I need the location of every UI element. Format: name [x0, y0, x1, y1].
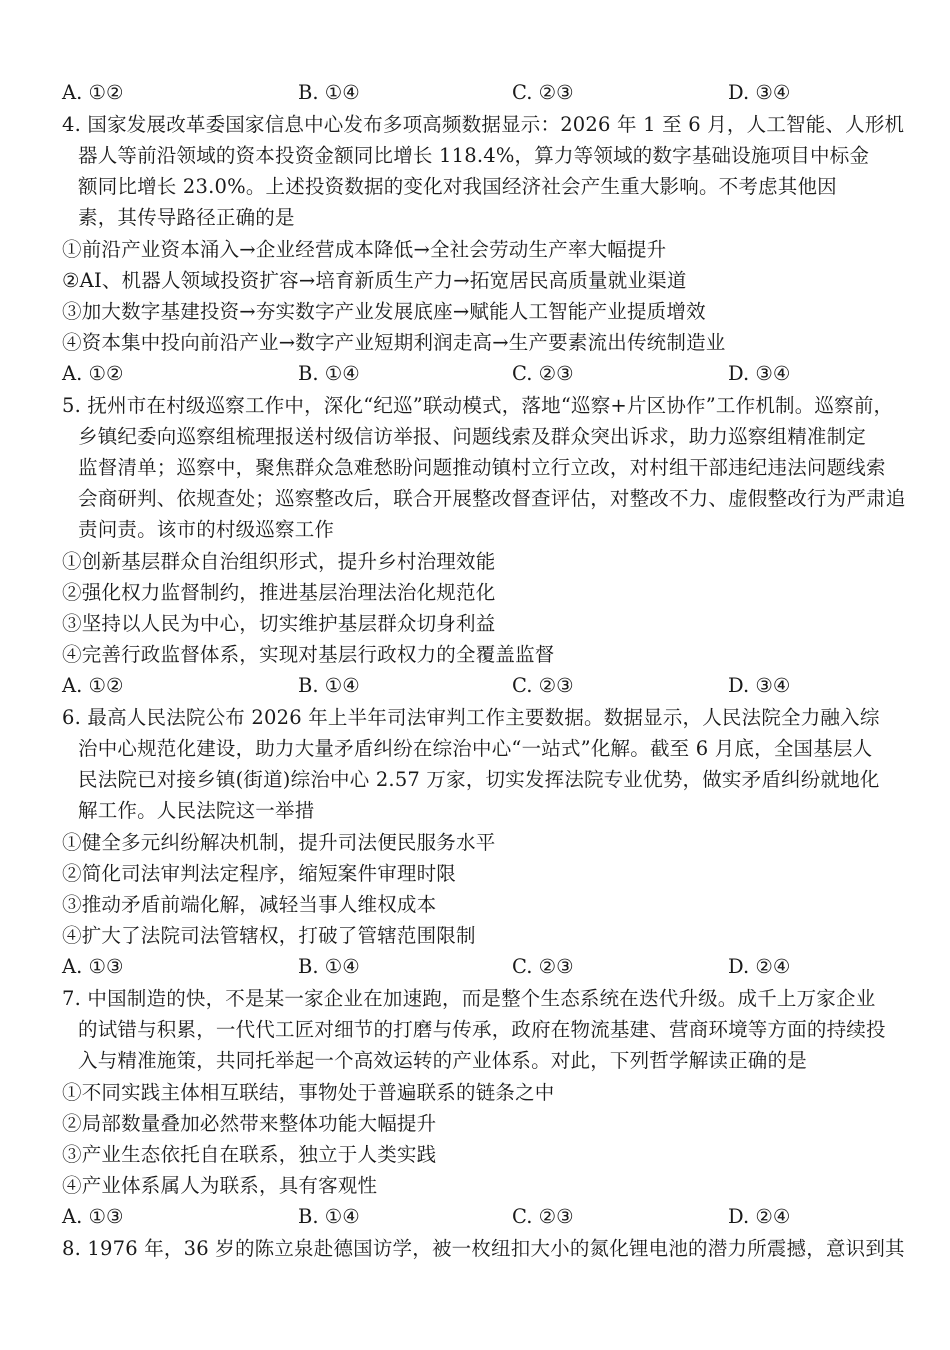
q4-stem-line: 额同比增长 23.0%。上述投资数据的变化对我国经济社会产生重大影响。不考虑其他因	[78, 175, 837, 198]
q3-option-d: D. ③④	[728, 81, 791, 104]
q7-stem-line: 的试错与积累，一代代工匠对细节的打磨与传承，政府在物流基建、营商环境等方面的持续投	[78, 1018, 886, 1041]
q7-option-b: B. ①④	[298, 1205, 360, 1228]
q5-item-4: ④完善行政监督体系，实现对基层行政权力的全覆盖监督	[62, 643, 555, 666]
q5-stem-line: 会商研判、依规查处；巡察整改后，联合开展整改督查评估，对整改不力、虚假整改行为严肃追	[78, 487, 906, 510]
q5-stem-line: 5. 抚州市在村级巡察工作中，深化“纪巡”联动模式，落地“巡察+片区协作”工作机制。巡察前，	[62, 394, 894, 417]
q4-item-2: ②AI、机器人领域投资扩容→培育新质生产力→拓宽居民高质量就业渠道	[62, 269, 687, 292]
q6-option-d: D. ②④	[728, 955, 791, 978]
q4-option-c: C. ②③	[512, 362, 574, 385]
q4-option-b: B. ①④	[298, 362, 360, 385]
q5-item-2: ②强化权力监督制约，推进基层治理法治化规范化	[62, 581, 496, 604]
q4-stem-line: 素，其传导路径正确的是	[78, 206, 295, 229]
q4-option-d: D. ③④	[728, 362, 791, 385]
q6-item-2: ②简化司法审判法定程序，缩短案件审理时限	[62, 862, 457, 885]
q7-option-c: C. ②③	[512, 1205, 574, 1228]
q8-stem-line: 8. 1976 年，36 岁的陈立泉赴德国访学，被一枚纽扣大小的氮化锂电池的潜力所震撼，意识到其	[62, 1237, 905, 1260]
q6-stem-line: 6. 最高人民法院公布 2026 年上半年司法审判工作主要数据。数据显示，人民法院全力融入综	[62, 706, 880, 729]
q5-option-a: A. ①②	[62, 674, 124, 697]
q5-stem-line: 乡镇纪委向巡察组梳理报送村级信访举报、问题线索及群众突出诉求，助力巡察组精准制定	[78, 425, 867, 448]
q7-item-3: ③产业生态依托自在联系，独立于人类实践	[62, 1143, 437, 1166]
q4-item-3: ③加大数字基建投资→夯实数字产业发展底座→赋能人工智能产业提质增效	[62, 300, 706, 323]
q6-stem-line: 解工作。人民法院这一举措	[78, 799, 315, 822]
q4-item-4: ④资本集中投向前沿产业→数字产业短期利润走高→生产要素流出传统制造业	[62, 331, 726, 354]
q6-stem-line: 民法院已对接乡镇(街道)综治中心 2.57 万家，切实发挥法院专业优势，做实矛盾纠纷就地化	[78, 768, 880, 791]
q7-item-1: ①不同实践主体相互联结，事物处于普遍联系的链条之中	[62, 1081, 555, 1104]
q4-item-1: ①前沿产业资本涌入→企业经营成本降低→全社会劳动生产率大幅提升	[62, 238, 667, 261]
q6-option-a: A. ①③	[62, 955, 124, 978]
q3-option-b: B. ①④	[298, 81, 360, 104]
q7-stem-line: 入与精准施策，共同托举起一个高效运转的产业体系。对此，下列哲学解读正确的是	[78, 1049, 807, 1072]
q5-item-3: ③坚持以人民为中心，切实维护基层群众切身利益	[62, 612, 496, 635]
q3-option-a: A. ①②	[62, 81, 124, 104]
q6-item-1: ①健全多元纠纷解决机制，提升司法便民服务水平	[62, 831, 496, 854]
q4-option-a: A. ①②	[62, 362, 124, 385]
q6-option-c: C. ②③	[512, 955, 574, 978]
q6-item-4: ④扩大了法院司法管辖权，打破了管辖范围限制	[62, 924, 476, 947]
q5-item-1: ①创新基层群众自治组织形式，提升乡村治理效能	[62, 550, 496, 573]
q7-option-a: A. ①③	[62, 1205, 124, 1228]
q7-item-2: ②局部数量叠加必然带来整体功能大幅提升	[62, 1112, 437, 1135]
q6-item-3: ③推动矛盾前端化解，减轻当事人维权成本	[62, 893, 437, 916]
q6-stem-line: 治中心规范化建设，助力大量矛盾纠纷在综治中心“一站式”化解。截至 6 月底，全国基层人	[78, 737, 873, 760]
q5-option-c: C. ②③	[512, 674, 574, 697]
q5-option-b: B. ①④	[298, 674, 360, 697]
q5-option-d: D. ③④	[728, 674, 791, 697]
q5-stem-line: 责问责。该市的村级巡察工作	[78, 518, 335, 541]
q4-stem-line: 4. 国家发展改革委国家信息中心发布多项高频数据显示：2026 年 1 至 6 月，人工智能、人形机	[62, 113, 905, 136]
q4-stem-line: 器人等前沿领域的资本投资金额同比增长 118.4%，算力等领域的数字基础设施项目中标金	[78, 144, 870, 167]
q7-item-4: ④产业体系属人为联系，具有客观性	[62, 1174, 378, 1197]
q5-stem-line: 监督清单；巡察中，聚焦群众急难愁盼问题推动镇村立行立改，对村组干部违纪违法问题线索	[78, 456, 886, 479]
q3-option-c: C. ②③	[512, 81, 574, 104]
q6-option-b: B. ①④	[298, 955, 360, 978]
q7-stem-line: 7. 中国制造的快，不是某一家企业在加速跑，而是整个生态系统在迭代升级。成千上万家企业	[62, 987, 876, 1010]
q7-option-d: D. ②④	[728, 1205, 791, 1228]
